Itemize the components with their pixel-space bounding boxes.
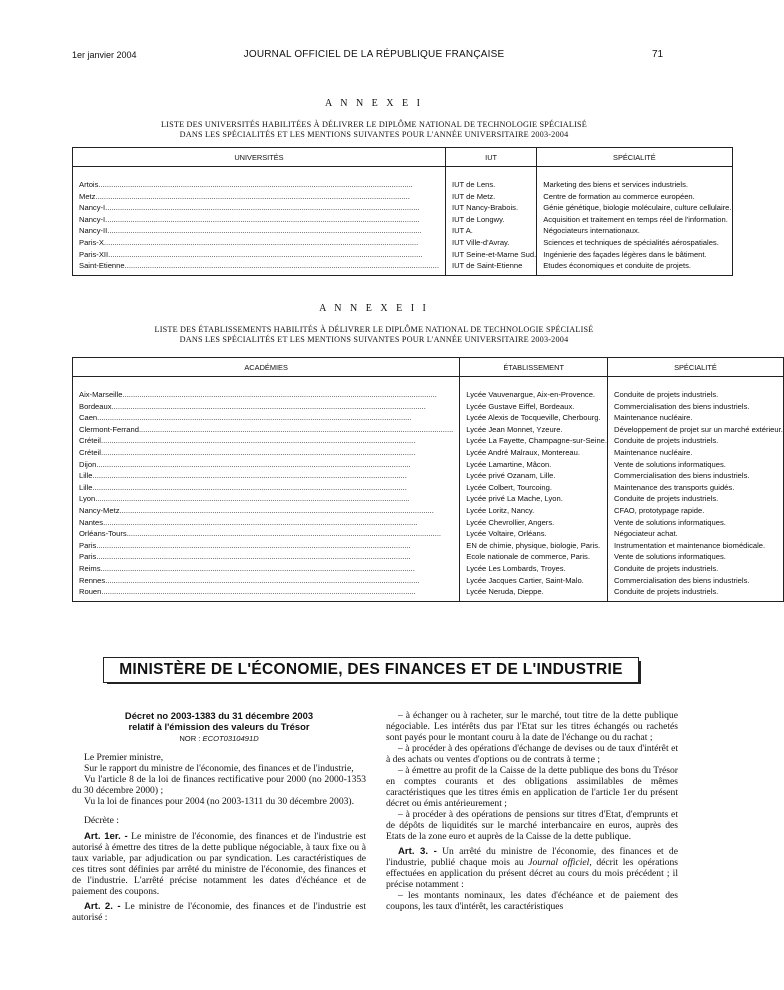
annex2-row-9-col-1: Lycée privé La Mache, Lyon. (466, 494, 563, 504)
annex1-header-universites: UNIVERSITÉS (73, 148, 446, 167)
annex2-row-6-leader-dots (96, 459, 459, 471)
annex2-row-5-leader-dots (101, 447, 459, 459)
annex2-row-7-label: Lille (79, 471, 93, 481)
annex2-col-academies (73, 377, 460, 602)
annex2-row-2-leader-dots (97, 412, 459, 424)
annex2-row-12-col-2: Négociateur achat. (614, 529, 678, 539)
annex1-row-3-label: Nancy-I (79, 214, 106, 224)
annex2-row-13-col-1: EN de chimie, physique, biologie, Paris. (466, 540, 601, 550)
annex1-title: A N N E X E I (325, 98, 423, 109)
article-3-label: Art. 3. - (398, 846, 437, 857)
annex2-row-9-col-0 (73, 493, 459, 505)
annex2-row-10-leader-dots (120, 505, 460, 517)
annex2-subtitle-line2: DANS LES SPÉCIALITÉS ET LES MENTIONS SUIVANTES POUR L'ANNÉE UNIVERSITAIRE 2003-2004 (179, 335, 569, 344)
annex2-row-10-col-0 (73, 505, 459, 517)
annex1-row-2-col-2: Génie génétique, biologie moléculaire, culture cellulaire. (543, 203, 732, 213)
annex1-row-1-label: Metz (79, 191, 96, 201)
decree-nor (72, 733, 366, 744)
annex1-row-4-leader-dots (107, 225, 445, 237)
annex2-row-15-col-1: Lycée Les Lombards, Troyes. (466, 563, 566, 573)
annex2-row-3-col-2: Développement de projet sur un marché extérieur. (614, 424, 783, 434)
annex2-row-16-col-2: Commercialisation des biens industriels. (614, 575, 750, 585)
decree-article-2 (72, 901, 366, 923)
annex1-row-6-label: Paris-XII (79, 249, 109, 259)
annex2-row-1-col-2: Commercialisation des biens industriels. (614, 401, 750, 411)
decree-paragraph-premier-ministre: Le Premier ministre, (84, 752, 164, 763)
annex2-row-4-col-1: Lycée La Fayette, Champagne-sur-Seine. (466, 436, 607, 446)
annex2-col-etablissement (460, 377, 608, 602)
annex2-row-4-col-0 (73, 435, 459, 447)
annex1-col-universites (73, 167, 446, 276)
annex2-row-3-col-1: Lycée Jean Monnet, Yzeure. (466, 424, 563, 434)
annex2-row-17-col-1: Lycée Neruda, Dieppe. (466, 587, 544, 597)
article-2-item-echanger: – à échanger ou à racheter, sur le marché, tout titre de la dette publique négociable. Les intérêts dus par l'Etat sur les titres échangés ou rachetés sont payés pour le montant couru à la date de l'échange ou du rachat ; (386, 710, 678, 743)
annex2-row-14-col-2: Vente de solutions informatiques. (614, 552, 726, 562)
annex1-row-5-col-0 (73, 237, 445, 249)
annex2-row-13-col-2: Instrumentation et maintenance biomédicale. (614, 540, 766, 550)
article-1-label: Art. 1er. - (84, 831, 128, 842)
annex2-row-9-col-2: Conduite de projets industriels. (614, 494, 719, 504)
annex1-row-0-col-2: Marketing des biens et services industriels. (543, 180, 689, 189)
annex2-row-16-label: Rennes (79, 575, 106, 585)
annex2-row-11-label: Nantes (79, 517, 104, 527)
annex1-col-specialite (537, 167, 732, 276)
annex2-row-11-col-0 (73, 517, 459, 529)
annex1-row-5-col-1: IUT Ville-d'Avray. (451, 237, 510, 247)
annex1-row-4-col-0 (73, 225, 445, 237)
annex1-row-2-label: Nancy-I (79, 203, 106, 213)
annex1-row-5-label: Paris-X (79, 237, 104, 247)
annex1-row-7-col-0 (73, 260, 445, 272)
annex2-subtitle-line1: LISTE DES ÉTABLISSEMENTS HABILITÉS À DÉLIVRER LE DIPLÔME NATIONAL DE TECHNOLOGIE SPÉCIALISÉ (154, 325, 594, 334)
annex2-row-6-col-2: Vente de solutions informatiques. (614, 459, 726, 469)
decree-paragraph-vu-loi-rectificative: Vu l'article 8 de la loi de finances rectificative pour 2000 (no 2000-1353 du 30 décembre 2000) ; (72, 774, 366, 796)
annex2-row-11-col-1: Lycée Chevrollier, Angers. (466, 517, 555, 527)
decree-paragraph-vu-loi-finances: Vu la loi de finances pour 2004 (no 2003-1311 du 30 décembre 2003). (84, 796, 355, 807)
annex2-row-8-col-0 (73, 482, 459, 494)
annex2-row-13-label: Paris (79, 540, 97, 550)
annex1-row-1-leader-dots (95, 191, 444, 203)
annex2-row-1-label: Bordeaux (79, 401, 112, 411)
annex1-subtitle (0, 120, 748, 140)
annex1-row-1-col-0 (73, 191, 445, 203)
annex2-row-11-leader-dots (103, 517, 459, 529)
decree-title (72, 710, 366, 732)
annex2-row-9-label: Lyon (79, 494, 96, 504)
annex1-row-2-col-1: IUT Nancy-Brabois. (451, 203, 519, 213)
annex2-row-1-col-0 (73, 401, 459, 413)
annex1-row-7-col-1: IUT de Saint-Etienne (451, 261, 523, 271)
annex2-row-5-label: Créteil (79, 447, 101, 457)
annex2-row-13-col-0 (73, 540, 459, 552)
annex2-row-8-label: Lille (79, 482, 93, 492)
annex1-row-1-col-2: Centre de formation au commerce européen. (543, 191, 695, 201)
annex2-row-12-col-0 (73, 528, 459, 540)
annex2-row-0-col-1: Lycée Vauvenargue, Aix-en-Provence. (466, 390, 596, 399)
annex2-row-15-label: Reims (79, 563, 101, 573)
annex2-row-0-label: Aix-Marseille (79, 390, 123, 399)
annex2-row-6-col-1: Lycée Lamartine, Mâcon. (466, 459, 552, 469)
annex2-row-7-col-2: Commercialisation des biens industriels. (614, 471, 750, 481)
annex2-row-16-col-0 (73, 575, 459, 587)
annex1-header-iut: IUT (445, 148, 536, 167)
article-2-text: Le ministre de l'économie, des finances et de l'industrie est autorisé : (72, 901, 366, 923)
annex2-row-14-leader-dots (96, 551, 459, 563)
annex2-row-5-col-1: Lycée André Malraux, Montereau. (466, 447, 580, 457)
article-3-item-montants: – les montants nominaux, les dates d'échéance et de paiement des coupons, les taux d'intérêt, les caractéristiques (386, 890, 678, 912)
decree-left-column (72, 710, 366, 923)
annex1-row-4-col-2: Négociateurs internationaux. (543, 226, 640, 236)
annex2-row-8-col-1: Lycée Colbert, Tourcoing. (466, 482, 552, 492)
decree-paragraph-rapport: Sur le rapport du ministre de l'économie, des finances et de l'industrie, (84, 763, 354, 774)
annex2-table (72, 357, 784, 602)
annex2-row-9-leader-dots (95, 493, 459, 505)
annex1-row-6-col-1: IUT Seine-et-Marne Sud. (451, 249, 537, 259)
annex2-header-etablissement: ÉTABLISSEMENT (460, 358, 608, 377)
annex1-row-0-col-0 (73, 179, 445, 191)
annex2-header-academies: ACADÉMIES (73, 358, 460, 377)
annex2-row-4-col-2: Conduite de projets industriels. (614, 436, 719, 446)
annex1-subtitle-line1: LISTE DES UNIVERSITÉS HABILITÉES À DÉLIVRER LE DIPLÔME NATIONAL DE TECHNOLOGIE SPÉCIALISÉ (160, 120, 587, 129)
annex2-row-2-col-1: Lycée Alexis de Tocqueville, Cherbourg. (466, 413, 601, 423)
annex2-row-7-leader-dots (93, 470, 460, 482)
annex2-row-5-col-0 (73, 447, 459, 459)
annex2-row-15-col-0 (73, 563, 459, 575)
annex2-row-17-col-2: Conduite de projets industriels. (614, 587, 719, 597)
decree-article-1 (72, 831, 366, 897)
decree-right-column (386, 710, 678, 912)
annex2-row-17-col-0 (73, 586, 459, 598)
annex1-table (72, 147, 733, 276)
decree-title-line2: relatif à l'émission des valeurs du Trésor (128, 721, 310, 732)
annex1-row-4-col-1: IUT A. (451, 226, 473, 236)
annex2-title: A N N E X E I I (319, 303, 429, 314)
annex2-row-12-leader-dots (127, 528, 460, 540)
annex2-row-12-col-1: Lycée Voltaire, Orléans. (466, 529, 547, 539)
annex2-row-11-col-2: Vente de solutions informatiques. (614, 517, 726, 527)
annex1-row-0-label: Artois (79, 180, 99, 189)
annex2-row-0-leader-dots (122, 389, 459, 401)
annex1-row-7-leader-dots (125, 260, 445, 272)
header-date: 1er janvier 2004 (72, 50, 137, 60)
decree-title-line1: Décret no 2003-1383 du 31 décembre 2003 (124, 710, 314, 721)
article-3-text-a: Un arrêté du ministre de l'économie, des finances et de l'industrie, publié chaque mois au (386, 846, 678, 868)
annex2-row-2-col-0 (73, 412, 459, 424)
article-2-item-pensions: – à procéder à des opérations de pensions sur titres d'Etat, d'emprunts et de dépôts de liquidités sur le marché interbancaire en euros, auprès des Etats de la zone euro et auprès de la Caisse de la dette publique. (386, 809, 678, 842)
annex2-row-8-leader-dots (93, 482, 460, 494)
journal-title: JOURNAL OFFICIEL DE LA RÉPUBLIQUE FRANÇAISE (243, 49, 505, 60)
article-2-item-echange-devises: – à procéder à des opérations d'échange de devises ou de taux d'intérêt et à des achats ou ventes d'options ou de contrats à terme ; (386, 743, 678, 765)
annex2-row-15-col-2: Conduite de projets industriels. (614, 563, 719, 573)
annex1-row-3-col-2: Acquisition et traitement en temps réel de l'information. (543, 214, 728, 224)
annex2-row-1-col-1: Lycée Gustave Eiffel, Bordeaux. (466, 401, 575, 411)
decree-decrete: Décrète : (84, 815, 119, 826)
annex2-row-13-leader-dots (96, 540, 459, 552)
annex2-row-7-col-0 (73, 470, 459, 482)
annex2-row-14-col-1: Ecole nationale de commerce, Paris. (466, 552, 590, 562)
annex1-row-5-col-2: Sciences et techniques de spécialités aérospatiales. (543, 237, 719, 247)
annex1-row-7-label: Saint-Etienne (79, 261, 125, 271)
annex2-row-3-col-0 (73, 424, 459, 436)
annex2-row-0-col-0 (73, 389, 459, 401)
article-3-text-b: , décrit les opérations effectuées en application du présent décret au cours du mois précédent ; il précise notamment : (386, 857, 678, 890)
article-2-label: Art. 2. - (84, 901, 121, 912)
annex2-row-14-label: Paris (79, 552, 97, 562)
decree-article-3 (386, 846, 678, 890)
annex2-row-16-col-1: Lycée Jacques Cartier, Saint-Malo. (466, 575, 584, 585)
annex2-header-specialite: SPÉCIALITÉ (608, 358, 784, 377)
annex2-row-15-leader-dots (101, 563, 460, 575)
annex1-row-6-col-0 (73, 249, 445, 261)
annex1-row-2-col-0 (73, 202, 445, 214)
annex2-row-0-col-2: Conduite de projets industriels. (614, 390, 719, 399)
annex2-row-3-label: Clermont-Ferrand (79, 424, 139, 434)
annex1-subtitle-line2: DANS LES SPÉCIALITÉS ET LES MENTIONS SUIVANTES POUR L'ANNÉE UNIVERSITAIRE 2003-2004 (179, 130, 569, 139)
annex2-row-6-label: Dijon (79, 459, 97, 469)
annex2-row-16-leader-dots (105, 575, 459, 587)
annex2-row-4-leader-dots (101, 435, 459, 447)
annex1-col-iut (445, 167, 536, 276)
annex2-row-5-col-2: Maintenance nucléaire. (614, 447, 693, 457)
annex2-row-4-label: Créteil (79, 436, 101, 446)
annex2-row-1-leader-dots (112, 401, 460, 413)
annex1-row-2-leader-dots (105, 202, 445, 214)
annex1-row-3-leader-dots (105, 214, 445, 226)
annex2-row-10-label: Nancy-Metz (79, 505, 120, 515)
annex2-row-10-col-2: CFAO, prototypage rapide. (614, 505, 705, 515)
annex1-header-specialite: SPÉCIALITÉ (537, 148, 732, 167)
ministry-banner: MINISTÈRE DE L'ÉCONOMIE, DES FINANCES ET DE L'INDUSTRIE (103, 657, 639, 683)
annex1-row-3-col-0 (73, 214, 445, 226)
annex2-row-17-leader-dots (101, 586, 459, 598)
article-1-text: Le ministre de l'économie, des finances et de l'industrie est autorisé à émettre des titres de la dette publique négociable, à taux fixe ou à taux variable, par adjudication ou par syndication. Les caractéristiques de ces titres sont définies par arrêté du ministre de l'économie, des finances et de l'industrie. L'arrêté précise notamment les dates d'échéance et de paiement des coupons. (72, 831, 366, 897)
annex2-row-3-leader-dots (139, 424, 459, 436)
annex2-row-10-col-1: Lycée Loritz, Nancy. (466, 505, 535, 515)
article-2-item-emettre: – à émettre au profit de la Caisse de la dette publique des bons du Trésor en comptes courants et des obligations assimilables de mêmes caractéristiques que les titres émis en application de l'article 1er du présent décret ou émis antérieurement ; (386, 765, 678, 809)
annex2-row-6-col-0 (73, 459, 459, 471)
decree-nor-label: NOR : (179, 734, 203, 743)
article-3-journal-officiel: Journal officiel (528, 857, 590, 868)
page-number: 71 (652, 49, 664, 60)
annex1-row-6-leader-dots (108, 249, 445, 261)
annex1-row-3-col-1: IUT de Longwy. (451, 214, 505, 224)
annex1-row-7-col-2: Etudes économiques et conduite de projets. (543, 261, 691, 271)
annex2-row-2-label: Caen (79, 413, 98, 423)
decree-nor-code: ECOT0310491D (202, 734, 259, 743)
annex2-row-7-col-1: Lycée privé Ozanam, Lille. (466, 471, 556, 481)
annex2-row-8-col-2: Maintenance des transports guidés. (614, 482, 735, 492)
annex2-row-17-label: Rouen (79, 587, 102, 597)
annex1-row-5-leader-dots (104, 237, 445, 249)
annex2-col-specialite (608, 377, 784, 602)
annex1-row-0-col-1: IUT de Lens. (451, 180, 496, 189)
annex2-row-14-col-0 (73, 551, 459, 563)
annex1-row-0-leader-dots (98, 179, 445, 191)
annex2-row-12-label: Orléans-Tours (79, 529, 127, 539)
annex2-subtitle (0, 325, 748, 345)
annex2-row-2-col-2: Maintenance nucléaire. (614, 413, 693, 423)
annex1-row-6-col-2: Ingénierie des façades légères dans le bâtiment. (543, 249, 707, 259)
annex1-row-4-label: Nancy-II (79, 226, 108, 236)
annex1-row-1-col-1: IUT de Metz. (451, 191, 496, 201)
